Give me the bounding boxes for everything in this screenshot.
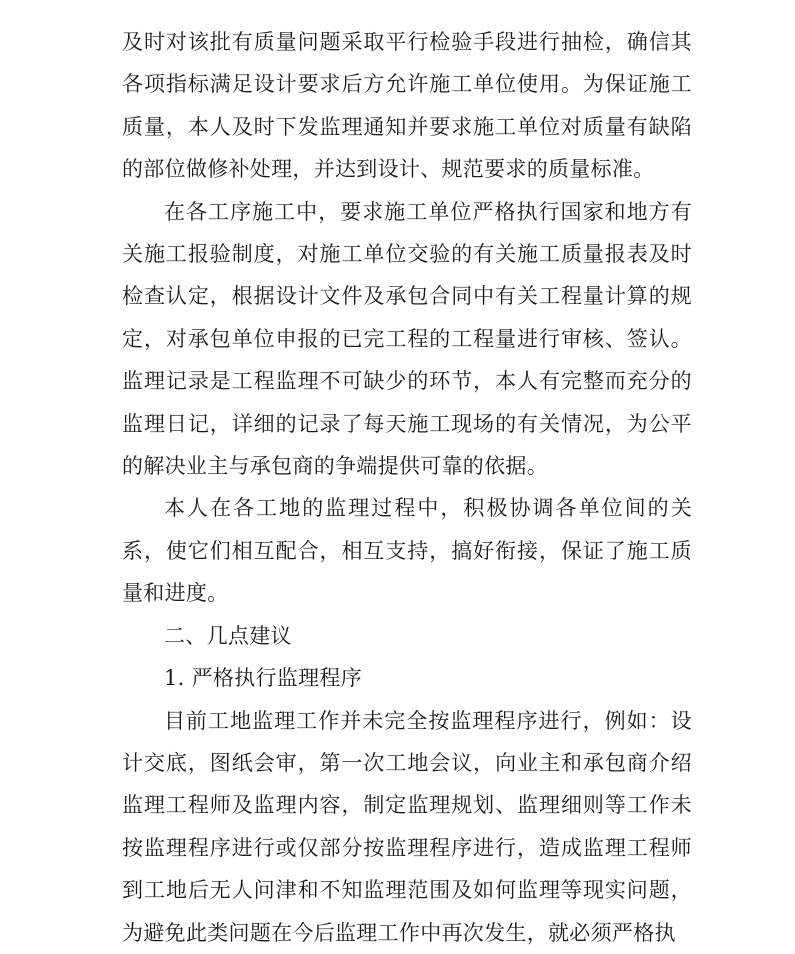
subsection-heading-procedure: 1. 严格执行监理程序: [164, 666, 363, 691]
paragraph-construction-reporting: 在各工序施工中，要求施工单位严格执行国家和地方有关施工报验制度，对施工单位交验的有关施工质量报表及时检查认定，根据设计文件及承包合同中有关工程量计算的规定，对承包单位申报的已完工程的工程量进行审核、签认。监理记录是工程监理不可缺少的环节，本人有完整而充分的监理日记，详细的记录了每天施工现场的有关情况，为公平的解决业主与承包商的争端提供可靠的依据。: [122, 199, 692, 479]
paragraph-continued-quality-inspection: 及时对该批有质量问题采取平行检验手段进行抽检，确信其各项指标满足设计要求后方允许施工单位使用。为保证施工质量，本人及时下发监理通知并要求施工单位对质量有缺陷的部位做修补处理，并达到设计、规范要求的质量标准。: [122, 30, 692, 182]
section-heading-suggestions: 二、几点建议: [164, 623, 292, 648]
paragraph-procedure-issues: 目前工地监理工作并未完全按监理程序进行，例如：设计交底，图纸会审，第一次工地会议，向业主和承包商介绍监理工程师及监理内容，制定监理规划、监理细则等工作未按监理程序进行或仅部分按监理程序进行，造成监理工程师到工地后无人问津和不知监理范围及如何监理等现实问题，为避免此类问题在今后监理工作中再次发生，就必须严格执: [122, 708, 692, 945]
paragraph-coordination: 本人在各工地的监理过程中，积极协调各单位间的关系，使它们相互配合，相互支持，搞好衔接，保证了施工质量和进度。: [122, 496, 692, 606]
document-body: [122, 21, 692, 954]
